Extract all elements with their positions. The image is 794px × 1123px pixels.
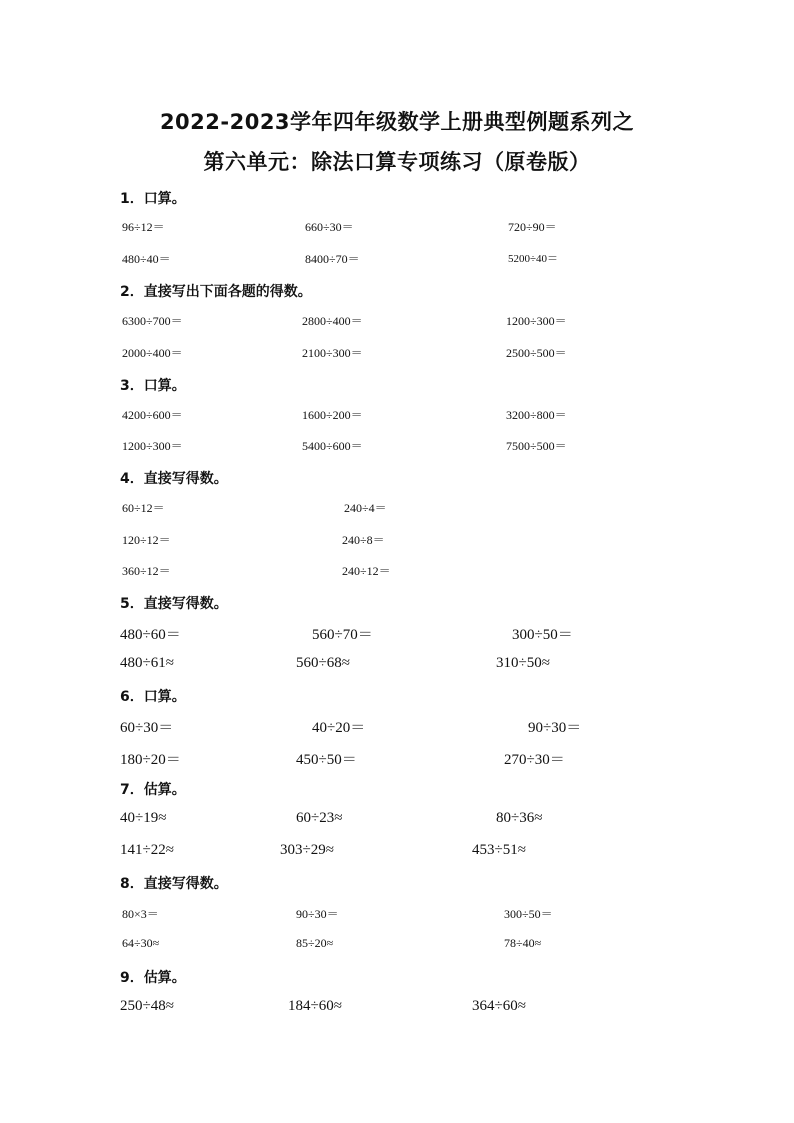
problem: 60÷12＝	[122, 501, 165, 515]
problem: 300÷50＝	[512, 627, 573, 643]
problem: 660÷30＝	[305, 220, 354, 234]
problem: 300÷50＝	[504, 907, 553, 921]
problem: 2800÷400＝	[302, 314, 363, 328]
problem: 78÷40≈	[504, 936, 542, 950]
title-line-1: 2022-2023学年四年级数学上册典型例题系列之	[159, 110, 635, 134]
problem: 7500÷500＝	[506, 439, 567, 453]
problem: 60÷30＝	[120, 720, 174, 736]
problem: 560÷70＝	[312, 627, 373, 643]
problem: 364÷60≈	[472, 998, 526, 1014]
problem: 4200÷600＝	[122, 408, 183, 422]
problem: 40÷19≈	[120, 810, 167, 826]
question-3-label: 3．口算。	[120, 378, 186, 394]
question-4-label: 4．直接写得数。	[120, 471, 228, 487]
question-6-label: 6．口算。	[120, 689, 186, 705]
problem: 90÷30＝	[528, 720, 582, 736]
problem: 40÷20＝	[312, 720, 366, 736]
question-1-label: 1．口算。	[120, 191, 186, 207]
problem: 184÷60≈	[288, 998, 342, 1014]
problem: 310÷50≈	[496, 655, 550, 671]
question-8-label: 8．直接写得数。	[120, 876, 228, 892]
problem: 1200÷300＝	[122, 439, 183, 453]
problem: 90÷30＝	[296, 907, 339, 921]
problem: 5200÷40＝	[508, 253, 559, 265]
problem: 2000÷400＝	[122, 346, 183, 360]
problem: 5400÷600＝	[302, 439, 363, 453]
problem: 6300÷700＝	[122, 314, 183, 328]
problem: 3200÷800＝	[506, 408, 567, 422]
problem: 240÷4＝	[344, 501, 387, 515]
problem: 450÷50＝	[296, 752, 357, 768]
question-5-label: 5．直接写得数。	[120, 596, 228, 612]
problem: 720÷90＝	[508, 220, 557, 234]
problem: 240÷12＝	[342, 564, 391, 578]
problem: 60÷23≈	[296, 810, 343, 826]
question-2-label: 2．直接写出下面各题的得数。	[120, 284, 312, 300]
question-7-label: 7．估算。	[120, 782, 186, 798]
problem: 240÷8＝	[342, 533, 385, 547]
title-line-2: 第六单元：除法口算专项练习（原卷版）	[203, 150, 591, 174]
problem: 250÷48≈	[120, 998, 174, 1014]
problem: 453÷51≈	[472, 842, 526, 858]
problem: 96÷12＝	[122, 220, 165, 234]
problem: 64÷30≈	[122, 936, 160, 950]
problem: 2500÷500＝	[506, 346, 567, 360]
question-9-label: 9．估算。	[120, 970, 186, 986]
problem: 560÷68≈	[296, 655, 350, 671]
problem: 120÷12＝	[122, 533, 171, 547]
problem: 80×3＝	[122, 907, 159, 921]
problem: 141÷22≈	[120, 842, 174, 858]
problem: 8400÷70＝	[305, 252, 360, 266]
problem: 303÷29≈	[280, 842, 334, 858]
problem: 480÷61≈	[120, 655, 174, 671]
problem: 85÷20≈	[296, 936, 334, 950]
problem: 360÷12＝	[122, 564, 171, 578]
problem: 180÷20＝	[120, 752, 181, 768]
problem: 480÷40＝	[122, 252, 171, 266]
problem: 480÷60＝	[120, 627, 181, 643]
problem: 270÷30＝	[504, 752, 565, 768]
problem: 1600÷200＝	[302, 408, 363, 422]
problem: 1200÷300＝	[506, 314, 567, 328]
problem: 2100÷300＝	[302, 346, 363, 360]
problem: 80÷36≈	[496, 810, 543, 826]
